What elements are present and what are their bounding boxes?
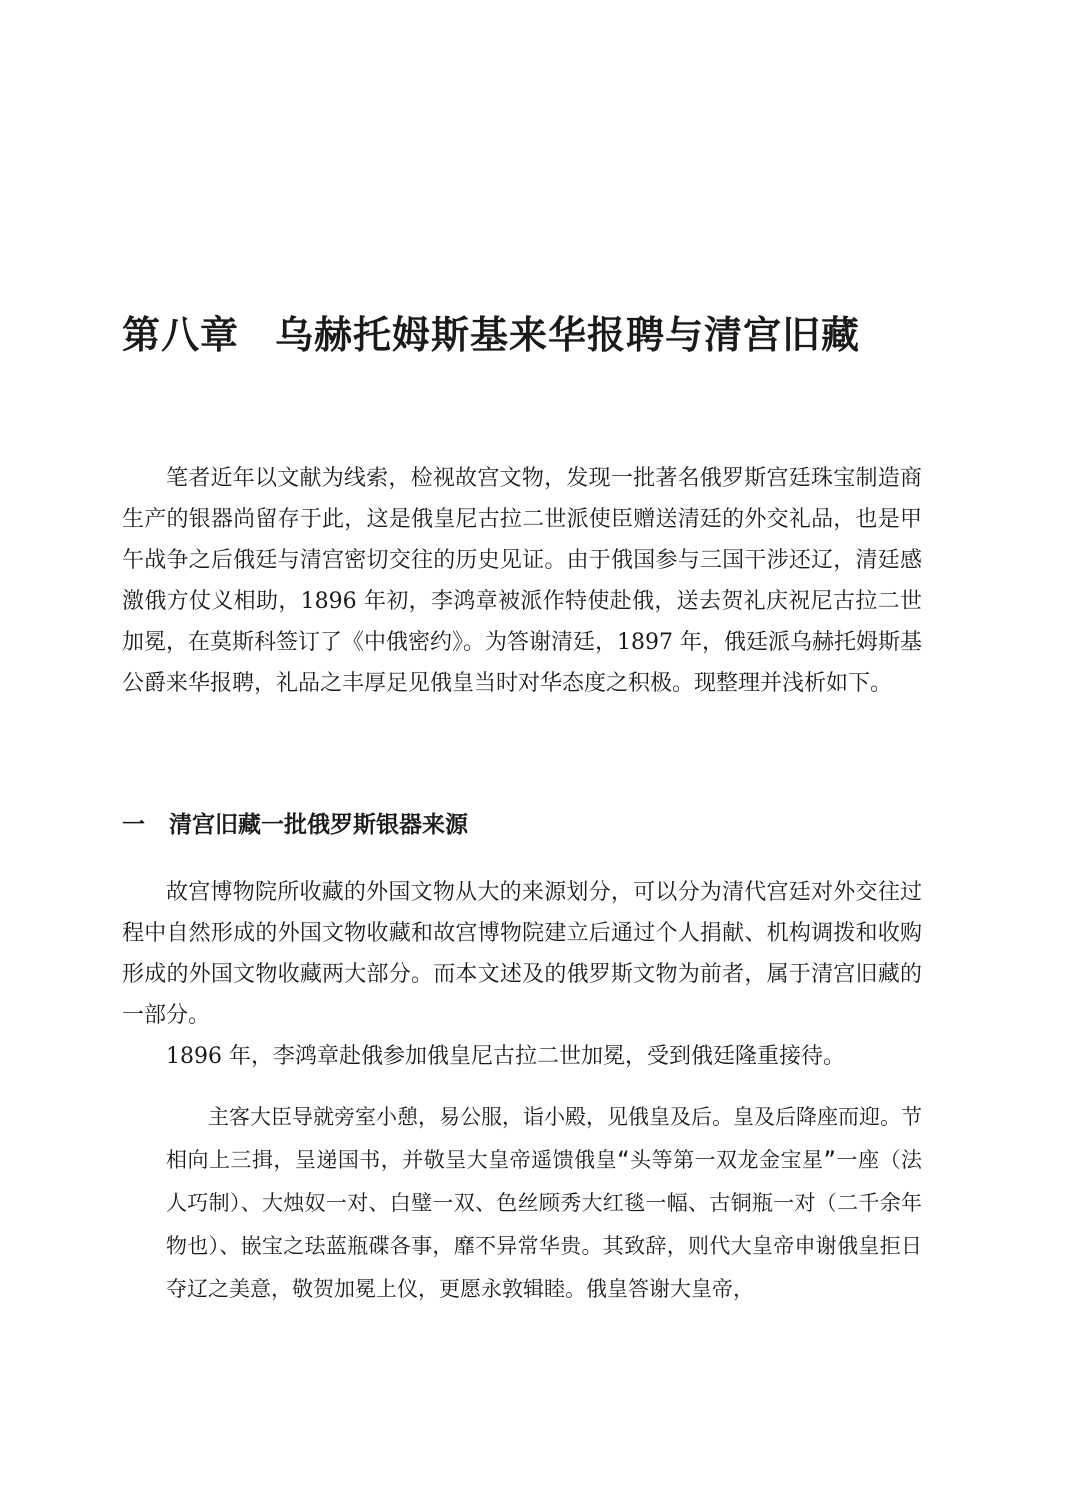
intro-paragraph: 笔者近年以文献为线索，检视故宫文物，发现一批著名俄罗斯宫廷珠宝制造商生产的银器尚留存于此，这是俄皇尼古拉二世派使臣赠送清廷的外交礼品，也是甲午战争之后俄廷与清宫密切交往的历史见证。由于俄国参与三国干涉还辽，清廷感激俄方仗义相助，1896 年初，李鸿章被派作特使赴俄，送去贺礼庆祝尼古拉二世加冕，在莫斯科签订了《中俄密约》。为答谢清廷，1897 年，俄廷派乌赫托姆斯基公爵来华报聘，礼品之丰厚足见俄皇当时对华态度之积极。现整理并浅析如下。 (122, 466, 922, 696)
chapter-number: 第八章 (122, 312, 240, 358)
chapter-title-text: 乌赫托姆斯基来华报聘与清宫旧藏 (275, 312, 861, 358)
section-heading (122, 805, 468, 845)
chapter-title (122, 309, 972, 361)
body-paragraph: 故宫博物院所收藏的外国文物从大的来源划分，可以分为清代宫廷对外交往过程中自然形成的外国文物收藏和故宫博物院建立后通过个人捐献、机构调拨和收购形成的外国文物收藏两大部分。而本文述及的俄罗斯文物为前者，属于清宫旧藏的一部分。 (122, 880, 922, 1028)
body-paragraph: 1896 年，李鸿章赴俄参加俄皇尼古拉二世加冕，受到俄廷隆重接待。 (166, 1044, 845, 1069)
section-number: 一 (122, 811, 145, 839)
section-title: 清宫旧藏一批俄罗斯银器来源 (169, 811, 468, 839)
block-quote: 主客大臣导就旁室小憩，易公服，诣小殿，见俄皇及后。皇及后降座而迎。节相向上三揖，呈递国书，并敬呈大皇帝遥馈俄皇“头等第一双龙金宝星”一座（法人巧制）、大烛奴一对、白璧一双、色丝顾秀大红毯一幅、古铜瓶一对（二千余年物也）、嵌宝之珐蓝瓶碟各事，靡不异常华贵。其致辞，则代大皇帝申谢俄皇拒日夺辽之美意，敬贺加冕上仪，更愿永敦辑睦。俄皇答谢大皇帝， (166, 1105, 922, 1301)
